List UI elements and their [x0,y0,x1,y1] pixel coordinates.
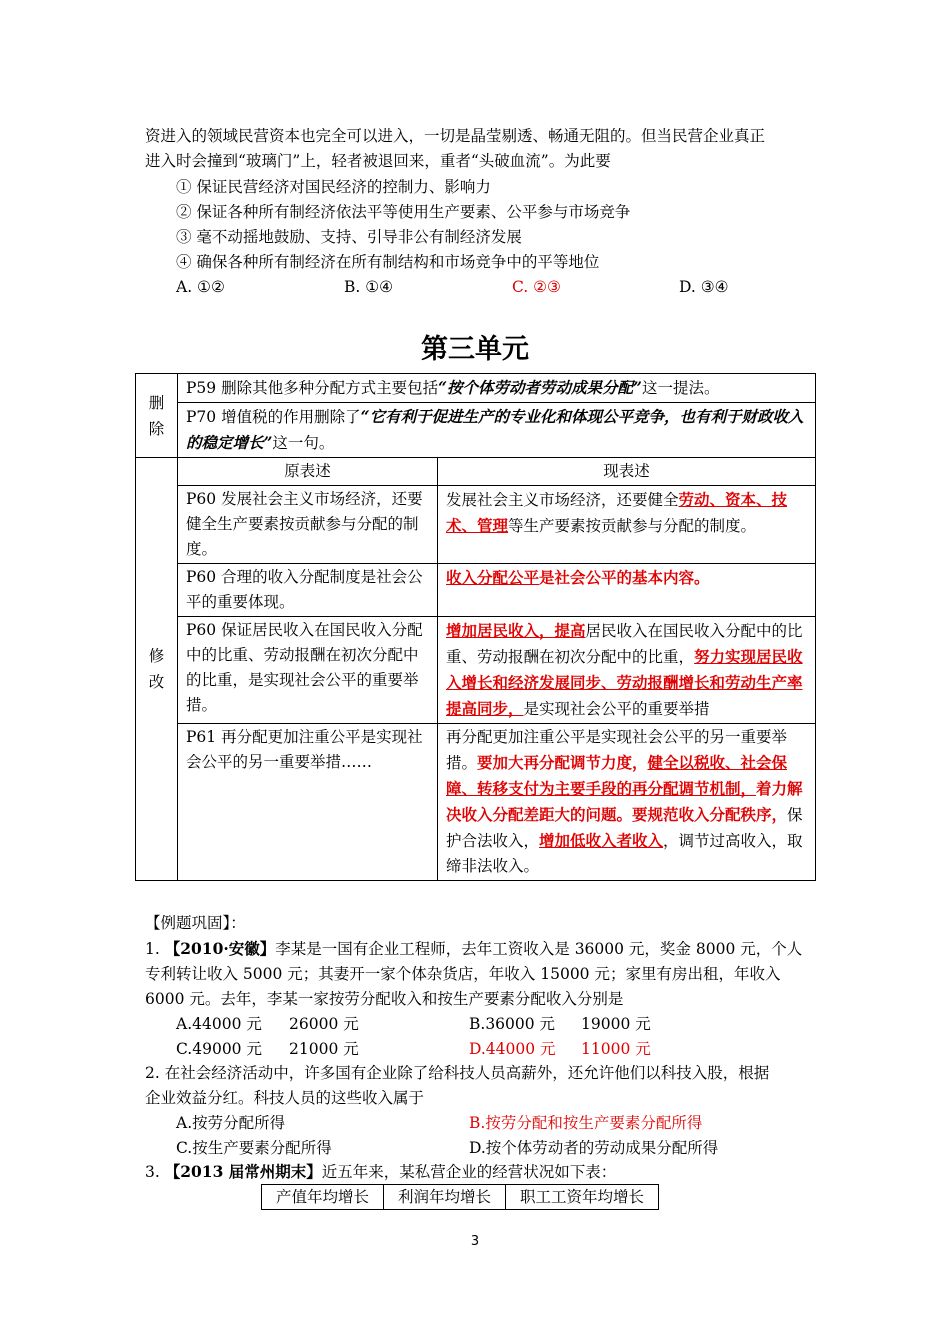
r4-new [438,724,816,881]
intro-option-1: ① 保证民营经济对国民经济的控制力、影响力 [176,178,491,196]
r1-new-a: 发展社会主义市场经济，还要健全 [446,491,679,509]
del1-em: “按个体劳动者劳动成果分配” [438,378,642,397]
delete-row-1 [136,374,816,403]
modify-row-3 [136,617,816,724]
q1-line-2: 专利转让收入 5000 元；其妻开一家个体杂货店，年收入 15000 元；家里有房出租，年收入 [145,965,781,983]
delete-row-2 [136,403,816,458]
choice-a: A. ①② [176,278,225,296]
delete-label-cell [136,374,178,458]
r2-new [438,564,816,617]
q3-header-row [262,1185,659,1210]
q1-choice-d-2-answer: 11000 元 [581,1040,651,1058]
q1-choice-a: A.44000 元 [176,1015,262,1033]
col-original-header: 原表述 [178,458,438,486]
modify-label-cell [136,458,178,881]
delete-label: 删除 [148,393,165,438]
q1-number: 1. [145,940,165,958]
q3-col-1: 产值年均增长 [262,1185,384,1210]
changes-table [135,373,816,881]
delete-item-2 [178,403,816,458]
r3-new [438,617,816,724]
q1-text-1: 李某是一国有企业工程师，去年工资收入是 36000 元，奖金 8000 元，个人 [275,940,803,958]
q3-col-2: 利润年均增长 [384,1185,506,1210]
q1-choice-b-2: 19000 元 [581,1015,651,1033]
del2-pre: P70 增值税的作用删除了 [186,408,361,426]
unit-title: 第三单元 [421,334,529,365]
r2-new-a: 收入分配公平 [446,568,540,587]
modify-label: 修改 [148,647,165,691]
r3-new-b: 居民收入在国民收入分配中的比重、劳动报酬在初次分配中的比重， [446,622,803,666]
q1-line-3: 6000 元。去年，李某一家按劳分配收入和按生产要素分配收入分别是 [145,990,624,1008]
q2-choice-d: D.按个体劳动者的劳动成果分配所得 [469,1139,719,1157]
q3-table [261,1184,659,1210]
q1-choice-b: B.36000 元 [469,1015,556,1033]
r4-new-b: 要加大再分配调节力度， [477,753,648,772]
choice-d: D. ③④ [679,278,729,296]
r4-new-d: 着力解决收入分配差距大的问题。要规范收入分配秩序， [446,779,803,824]
r4-new-f: 增加低收入者收入 [539,831,664,850]
intro-line-2: 进入时会撞到“玻璃门”上，轻者被退回来，重者“头破血流”。为此要 [145,152,611,170]
q2-line-1: 2. 在社会经济活动中，许多国有企业除了给科技人员高薪外，还允许他们以科技入股，根据 [145,1064,770,1082]
del2-post: 这一句。 [272,434,335,452]
r4-new-c: 健全以税收、社会保障、转移支付为主要手段的再分配调节机制， [446,753,788,798]
q1-choice-c-2: 21000 元 [289,1040,359,1058]
q3-text: 近五年来，某私营企业的经营状况如下表： [321,1163,617,1181]
intro-option-3: ③ 毫不动摇地鼓励、支持、引导非公有制经济发展 [176,228,522,246]
r4-new-a: 再分配更加注重公平是实现社会公平的另一重要举措。 [446,728,788,772]
q1-source: 【2010·安徽】 [164,939,276,958]
del1-post: 这一提法。 [641,379,720,397]
r1-new-c: 等生产要素按贡献参与分配的制度。 [508,517,757,535]
r4-original: P61 再分配更加注重公平是实现社会公平的另一重要举措…… [178,724,438,881]
r4-new-e: 保护合法收入， [446,806,803,850]
r1-new [438,486,816,564]
modify-header-row [136,458,816,486]
r2-new-b: 是社会公平的基本内容。 [539,568,710,587]
q2-choice-c: C.按生产要素分配所得 [176,1139,332,1157]
q3-line [145,1162,616,1182]
r3-new-d: 是实现社会公平的重要举措 [523,700,710,718]
r1-new-b: 劳动、资本、技术、管理 [446,490,788,535]
r3-new-a: 增加居民收入，提高 [446,621,586,640]
q1-choice-a-2: 26000 元 [289,1015,359,1033]
q3-number: 3. [145,1163,165,1181]
delete-item-1 [178,374,816,403]
modify-row-1 [136,486,816,564]
intro-option-2: ② 保证各种所有制经济依法平等使用生产要素、公平参与市场竞争 [176,203,631,221]
q1-choice-d-answer: D.44000 元 [469,1040,556,1058]
col-new-header: 现表述 [438,458,816,486]
modify-row-2 [136,564,816,617]
r1-original: P60 发展社会主义市场经济，还要健全生产要素按贡献参与分配的制度。 [178,486,438,564]
choice-b: B. ①④ [344,278,394,296]
examples-heading: 【例题巩固】： [145,914,246,932]
intro-option-4: ④ 确保各种所有制经济在所有制结构和市场竞争中的平等地位 [176,253,600,271]
modify-row-4 [136,724,816,881]
q3-col-3: 职工工资年均增长 [506,1185,659,1210]
q2-line-2: 企业效益分红。科技人员的这些收入属于 [145,1089,425,1107]
r3-new-c: 努力实现居民收入增长和经济发展同步、劳动报酬增长和劳动生产率提高同步， [446,647,803,718]
intro-line-1: 资进入的领域民营资本也完全可以进入，一切是晶莹剔透、畅通无阻的。但当民营企业真正 [145,127,766,145]
r3-original: P60 保证居民收入在国民收入分配中的比重、劳动报酬在初次分配中的比重，是实现社会公平的重要举措。 [178,617,438,724]
r4-new-g: ，调节过高收入，取缔非法收入。 [446,832,803,875]
q2-choice-b-answer: B.按劳分配和按生产要素分配所得 [469,1114,703,1132]
choice-c-answer: C. ②③ [512,278,561,296]
q1-line-1 [145,939,802,959]
q2-choice-a: A.按劳分配所得 [176,1114,286,1132]
q1-choice-c: C.49000 元 [176,1040,262,1058]
del2-em: “它有利于促进生产的专业化和体现公平竞争，也有利于财政收入的稳定增长” [186,407,804,452]
r2-original: P60 合理的收入分配制度是社会公平的重要体现。 [178,564,438,617]
q3-source: 【2013 届常州期末】 [164,1162,322,1181]
del1-pre: P59 删除其他多种分配方式主要包括 [186,379,439,397]
page-number: 3 [470,1234,480,1249]
